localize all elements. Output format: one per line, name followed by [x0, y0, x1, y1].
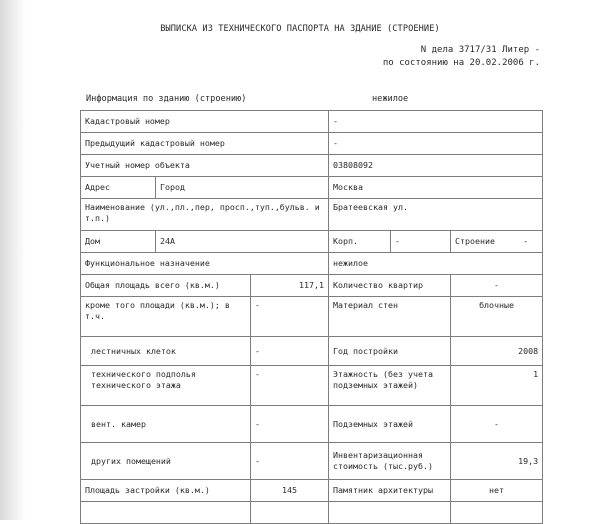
stat-label: лестничных клеток [81, 337, 251, 366]
cadastral-label: Кадастровый номер [81, 111, 329, 133]
row-cadastral [81, 111, 543, 133]
prev-cadastral-value: - [329, 133, 543, 155]
stat-label-2: Этажность (без учета подземных этажей) [329, 366, 451, 406]
house-label: Дом [81, 231, 156, 253]
document-title: ВЫПИСКА ИЗ ТЕХНИЧЕСКОГО ПАСПОРТА НА ЗДАНИЕ (СТРОЕНИЕ) [160, 24, 440, 34]
table-row [81, 366, 543, 406]
stat-value-2: 19,3 [451, 443, 543, 480]
account-value: 03808092 [329, 155, 543, 177]
house-value: 24А [156, 231, 329, 253]
case-number: N дела 3717/31 Литер - [420, 45, 540, 55]
stat-value: - [251, 443, 329, 480]
stat-label-2: Памятник архитектуры [329, 480, 451, 502]
stat-label-2: Материал стен [329, 297, 451, 337]
table-row [81, 337, 543, 366]
stat-label: кроме того площади (кв.м.); в т.ч. [81, 297, 251, 337]
structure-label: Строение [455, 236, 495, 246]
city-value: Москва [329, 177, 543, 199]
stat-label: других помещений [81, 443, 251, 480]
empty-cell [451, 502, 543, 524]
stat-label-2: Количество квартир [329, 275, 451, 297]
table-row [81, 443, 543, 480]
stat-label: Общая площадь всего (кв.м.) [81, 275, 251, 297]
stat-value: 117,1 [251, 275, 329, 297]
structure-value: - [523, 236, 529, 246]
table-row [81, 480, 543, 502]
account-label: Учетный номер объекта [81, 155, 329, 177]
stat-label-2: Инвентаризационная стоимость (тыс.руб.) [329, 443, 451, 480]
korp-label: Корп. [329, 231, 391, 253]
case-info [383, 44, 540, 70]
stat-value: 145 [251, 480, 329, 502]
stat-label-2: Подземных этажей [329, 406, 451, 443]
stat-value-2: - [451, 275, 543, 297]
row-house [81, 231, 543, 253]
stat-value-2: 2008 [451, 337, 543, 366]
stat-value-2: блочные [451, 297, 543, 337]
empty-cell [329, 502, 451, 524]
city-label: Город [156, 177, 329, 199]
stat-value-2: нет [451, 480, 543, 502]
row-address [81, 177, 543, 199]
stat-label: вент. камер [81, 406, 251, 443]
stat-label: Площадь застройки (кв.м.) [81, 480, 251, 502]
building-info-label: Информация по зданию (строению) [86, 94, 247, 104]
purpose-value: нежилое [329, 253, 543, 275]
stat-label-2: Год постройки [329, 337, 451, 366]
table-row [81, 406, 543, 443]
row-prev-cadastral [81, 133, 543, 155]
stat-value: - [251, 297, 329, 337]
stat-value: - [251, 406, 329, 443]
building-info-line [86, 94, 409, 104]
address-label: Адрес [81, 177, 156, 199]
building-info-value: нежилое [372, 94, 409, 104]
korp-value: - [391, 231, 451, 253]
stat-value: - [251, 337, 329, 366]
case-date: по состоянию на 20.02.2006 г. [382, 58, 540, 68]
row-purpose [81, 253, 543, 275]
cadastral-value: - [329, 111, 543, 133]
stat-value: - [251, 366, 329, 406]
structure-cell [451, 231, 543, 253]
street-label: Наименование (ул.,пл.,пер, просп.,туп.,бульв. и т.п.) [81, 199, 329, 231]
row-account [81, 155, 543, 177]
passport-table [80, 110, 543, 524]
table-row [81, 275, 543, 297]
row-street [81, 199, 543, 231]
table-row [81, 297, 543, 337]
empty-cell [81, 502, 251, 524]
empty-cell [251, 502, 329, 524]
purpose-label: Функциональное назначение [81, 253, 329, 275]
prev-cadastral-label: Предыдущий кадастровый номер [81, 133, 329, 155]
table-row-empty [81, 502, 543, 524]
street-value: Братеевская ул. [329, 199, 543, 231]
stat-value-2: - [451, 406, 543, 443]
page-left-shadow [0, 0, 26, 520]
stat-value-2: 1 [451, 366, 543, 406]
stat-label: технического подполья технического этажа [81, 366, 251, 406]
